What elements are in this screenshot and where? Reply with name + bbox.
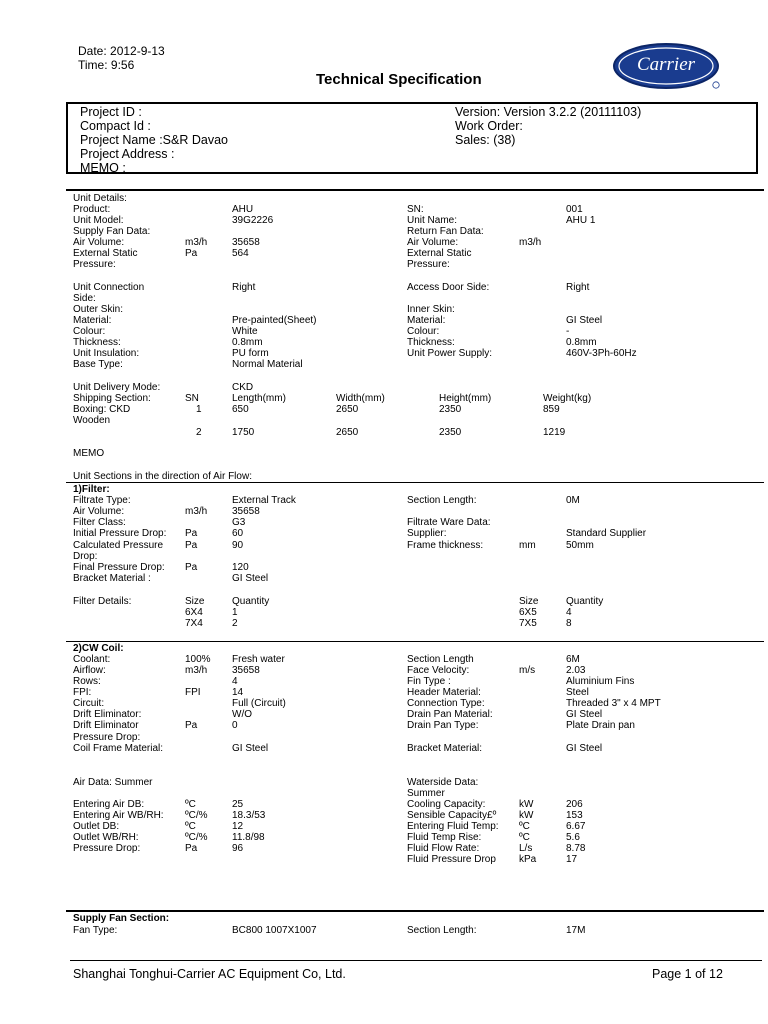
spec-cell: Fan Type: xyxy=(73,925,118,936)
spec-cell: 2650 xyxy=(336,427,359,438)
spec-cell: Coil Frame Material: xyxy=(73,743,164,754)
spec-cell: 39G2226 xyxy=(232,215,274,226)
spec-cell: Unit Connection xyxy=(73,282,145,293)
spec-cell: G3 xyxy=(232,517,246,528)
spec-cell: 650 xyxy=(232,404,249,415)
spec-cell: Unit Power Supply: xyxy=(407,348,493,359)
spec-cell: FPI xyxy=(185,687,201,698)
version: Version: Version 3.2.2 (20111103) xyxy=(455,105,642,119)
project-info-box xyxy=(66,102,758,174)
spec-cell: Material: xyxy=(407,315,446,326)
spec-cell: W/O xyxy=(232,709,252,720)
spec-cell: 2 xyxy=(196,427,202,438)
spec-cell: Supply Fan Data: xyxy=(73,226,151,237)
work-order: Work Order: xyxy=(455,119,523,133)
spec-cell: Air Volume: xyxy=(73,237,125,248)
spec-cell: Outlet DB: xyxy=(73,821,120,832)
spec-cell: 5.6 xyxy=(566,832,580,843)
project-name: Project Name :S&R Davao xyxy=(80,133,228,147)
spec-cell: Cooling Capacity: xyxy=(407,799,486,810)
spec-cell: 100% xyxy=(185,654,211,665)
spec-cell: Base Type: xyxy=(73,359,123,370)
spec-cell: 18.3/53 xyxy=(232,810,266,821)
divider-footer xyxy=(70,960,762,961)
spec-cell: 1 xyxy=(196,404,202,415)
spec-cell: Connection Type: xyxy=(407,698,485,709)
spec-cell: 1219 xyxy=(543,427,566,438)
spec-cell: 1750 xyxy=(232,427,255,438)
spec-cell: Pa xyxy=(185,720,198,731)
spec-cell: AHU xyxy=(232,204,254,215)
footer-page-number: Page 1 of 12 xyxy=(652,967,723,981)
spec-cell: Plate Drain pan xyxy=(566,720,635,731)
spec-cell: External Track xyxy=(232,495,296,506)
spec-cell: PU form xyxy=(232,348,269,359)
spec-cell: kPa xyxy=(519,854,537,865)
spec-cell: Filter Details: xyxy=(73,596,132,607)
spec-cell: Quantity xyxy=(232,596,270,607)
spec-cell: Fluid Pressure Drop xyxy=(407,854,496,865)
spec-cell: Inner Skin: xyxy=(407,304,455,315)
spec-cell: ºC xyxy=(185,821,196,832)
spec-cell: Pre-painted(Sheet) xyxy=(232,315,317,326)
spec-cell: Section Length: xyxy=(407,495,477,506)
spec-cell: 60 xyxy=(232,528,244,539)
spec-cell: Circuit: xyxy=(73,698,105,709)
spec-cell: Waterside Data: xyxy=(407,777,479,788)
spec-cell: 14 xyxy=(232,687,244,698)
spec-cell: Thickness: xyxy=(73,337,121,348)
spec-cell: Drain Pan Material: xyxy=(407,709,493,720)
spec-cell: Thickness: xyxy=(407,337,455,348)
spec-cell: 0.8mm xyxy=(566,337,597,348)
spec-cell: kW xyxy=(519,799,534,810)
spec-cell: SN xyxy=(185,393,199,404)
section-title: 1)Filter: xyxy=(73,484,110,495)
divider-unit-details xyxy=(66,189,764,191)
spec-cell: Width(mm) xyxy=(336,393,385,404)
spec-cell: Pressure: xyxy=(407,259,450,270)
spec-cell: ºC/% xyxy=(185,832,208,843)
spec-cell: Bracket Material : xyxy=(73,573,151,584)
spec-cell: Drift Eliminator: xyxy=(73,709,142,720)
spec-cell: Weight(kg) xyxy=(543,393,592,404)
spec-cell: 460V-3Ph-60Hz xyxy=(566,348,637,359)
divider-filter xyxy=(66,482,764,483)
spec-cell: GI Steel xyxy=(566,709,603,720)
spec-cell: Pa xyxy=(185,248,198,259)
spec-cell: Unit Delivery Mode: xyxy=(73,382,161,393)
spec-cell: Section Length: xyxy=(407,925,477,936)
spec-cell: Pa xyxy=(185,843,198,854)
spec-cell: 153 xyxy=(566,810,583,821)
spec-cell: AHU 1 xyxy=(566,215,596,226)
spec-cell: Face Velocity: xyxy=(407,665,470,676)
section-title: Supply Fan Section: xyxy=(73,913,170,924)
spec-cell: Right xyxy=(566,282,590,293)
spec-cell: 6X5 xyxy=(519,607,537,618)
spec-cell: Product: xyxy=(73,204,111,215)
spec-cell: 120 xyxy=(232,562,249,573)
spec-cell: Shipping Section: xyxy=(73,393,151,404)
spec-cell: 2350 xyxy=(439,427,462,438)
spec-cell: 35658 xyxy=(232,506,260,517)
spec-cell: Pressure Drop: xyxy=(73,732,141,743)
project-address: Project Address : xyxy=(80,147,175,161)
spec-cell: Side: xyxy=(73,293,96,304)
spec-cell: MEMO xyxy=(73,448,105,459)
spec-cell: 206 xyxy=(566,799,583,810)
spec-cell: Airflow: xyxy=(73,665,106,676)
spec-cell: 7X5 xyxy=(519,618,537,629)
spec-cell: 0.8mm xyxy=(232,337,263,348)
spec-cell: Summer xyxy=(407,788,445,799)
spec-cell: Sensible Capacity£º xyxy=(407,810,497,821)
spec-cell: Coolant: xyxy=(73,654,111,665)
spec-cell: 4 xyxy=(566,607,572,618)
spec-cell: Full (Circuit) xyxy=(232,698,286,709)
spec-cell: Air Volume: xyxy=(73,506,125,517)
spec-cell: Unit Insulation: xyxy=(73,348,140,359)
spec-cell: Calculated Pressure xyxy=(73,540,164,551)
spec-cell: Supplier: xyxy=(407,528,447,539)
spec-cell: Bracket Material: xyxy=(407,743,483,754)
spec-cell: Initial Pressure Drop: xyxy=(73,528,167,539)
spec-cell: 7X4 xyxy=(185,618,203,629)
spec-cell: kW xyxy=(519,810,534,821)
print-time: Time: 9:56 xyxy=(78,58,135,72)
spec-cell: 17M xyxy=(566,925,586,936)
spec-cell: 17 xyxy=(566,854,578,865)
project-id: Project ID : xyxy=(80,105,142,119)
spec-cell: Air Data: Summer xyxy=(73,777,153,788)
spec-cell: Drain Pan Type: xyxy=(407,720,479,731)
sales: Sales: (38) xyxy=(455,133,516,147)
spec-cell: 96 xyxy=(232,843,244,854)
spec-cell: Colour: xyxy=(73,326,106,337)
page-title: Technical Specification xyxy=(316,71,482,88)
spec-cell: Fin Type : xyxy=(407,676,451,687)
spec-cell: Air Volume: xyxy=(407,237,459,248)
footer-company: Shanghai Tonghui-Carrier AC Equipment Co, Ltd. xyxy=(73,967,346,981)
spec-cell: L/s xyxy=(519,843,533,854)
carrier-logo-text: Carrier xyxy=(636,54,696,75)
spec-cell: GI Steel xyxy=(232,573,269,584)
spec-cell: Filter Class: xyxy=(73,517,126,528)
spec-cell: Steel xyxy=(566,687,589,698)
spec-cell: 2350 xyxy=(439,404,462,415)
spec-cell: Material: xyxy=(73,315,112,326)
spec-cell: 2650 xyxy=(336,404,359,415)
spec-cell: Size xyxy=(519,596,539,607)
spec-cell: Pa xyxy=(185,540,198,551)
spec-cell: Pressure: xyxy=(73,259,116,270)
spec-cell: 1 xyxy=(232,607,238,618)
spec-cell: Unit Model: xyxy=(73,215,124,226)
spec-cell: Outer Skin: xyxy=(73,304,124,315)
spec-cell: 50mm xyxy=(566,540,594,551)
spec-cell: Pressure Drop: xyxy=(73,843,141,854)
project-memo: MEMO : xyxy=(80,161,126,175)
spec-cell: 8 xyxy=(566,618,572,629)
spec-cell: Frame thickness: xyxy=(407,540,484,551)
spec-cell: Pa xyxy=(185,528,198,539)
spec-cell: 11.8/98 xyxy=(232,832,265,843)
spec-cell: Length(mm) xyxy=(232,393,286,404)
spec-cell: Drift Eliminator xyxy=(73,720,139,731)
spec-cell: 90 xyxy=(232,540,244,551)
compact-id: Compact Id : xyxy=(80,119,151,133)
spec-cell: CKD xyxy=(232,382,254,393)
spec-cell: Size xyxy=(185,596,205,607)
spec-cell: Entering Fluid Temp: xyxy=(407,821,499,832)
spec-cell: Unit Sections in the direction of Air Flow: xyxy=(73,471,252,482)
spec-cell: 859 xyxy=(543,404,560,415)
spec-cell: mm xyxy=(519,540,536,551)
spec-cell: Quantity xyxy=(566,596,604,607)
spec-cell: Colour: xyxy=(407,326,440,337)
spec-cell: Boxing: CKD xyxy=(73,404,131,415)
spec-cell: ºC xyxy=(185,799,196,810)
spec-cell: Normal Material xyxy=(232,359,303,370)
spec-cell: 12 xyxy=(232,821,244,832)
spec-cell: ºC/% xyxy=(185,810,208,821)
spec-cell: Aluminium Fins xyxy=(566,676,635,687)
spec-cell: Rows: xyxy=(73,676,101,687)
spec-cell: Filtrate Type: xyxy=(73,495,131,506)
spec-cell: 35658 xyxy=(232,665,260,676)
spec-cell: m/s xyxy=(519,665,536,676)
spec-cell: Fluid Temp Rise: xyxy=(407,832,482,843)
spec-cell: Return Fan Data: xyxy=(407,226,484,237)
spec-cell: 2.03 xyxy=(566,665,586,676)
spec-cell: Outlet WB/RH: xyxy=(73,832,139,843)
spec-cell: Standard Supplier xyxy=(566,528,647,539)
spec-cell: Threaded 3" x 4 MPT xyxy=(566,698,661,709)
spec-cell: 0 xyxy=(232,720,238,731)
spec-cell: Wooden xyxy=(73,415,111,426)
spec-cell: Section Length xyxy=(407,654,474,665)
spec-cell: External Static xyxy=(73,248,138,259)
spec-cell: 2 xyxy=(232,618,238,629)
spec-cell: Right xyxy=(232,282,256,293)
spec-cell: m3/h xyxy=(185,665,208,676)
spec-cell: 8.78 xyxy=(566,843,586,854)
spec-cell: Entering Air DB: xyxy=(73,799,145,810)
spec-cell: 6M xyxy=(566,654,580,665)
spec-cell: Entering Air WB/RH: xyxy=(73,810,164,821)
spec-cell: Final Pressure Drop: xyxy=(73,562,165,573)
spec-cell: White xyxy=(232,326,258,337)
spec-cell: 4 xyxy=(232,676,238,687)
spec-cell: ºC xyxy=(519,821,530,832)
spec-cell: Header Material: xyxy=(407,687,481,698)
divider-supply-fan xyxy=(66,910,764,912)
spec-cell: 35658 xyxy=(232,237,260,248)
spec-cell: 0M xyxy=(566,495,580,506)
spec-cell: GI Steel xyxy=(566,743,603,754)
spec-cell: GI Steel xyxy=(566,315,603,326)
spec-cell: 6.67 xyxy=(566,821,586,832)
spec-cell: 001 xyxy=(566,204,583,215)
spec-cell: m3/h xyxy=(185,506,208,517)
spec-cell: FPI: xyxy=(73,687,92,698)
print-date: Date: 2012-9-13 xyxy=(78,44,165,58)
spec-cell: m3/h xyxy=(519,237,542,248)
spec-cell: Access Door Side: xyxy=(407,282,490,293)
divider-cw-coil xyxy=(66,641,764,642)
spec-cell: ºC xyxy=(519,832,530,843)
section-title: 2)CW Coil: xyxy=(73,643,124,654)
spec-cell: m3/h xyxy=(185,237,208,248)
spec-cell: GI Steel xyxy=(232,743,269,754)
spec-cell: Fresh water xyxy=(232,654,285,665)
spec-cell: 564 xyxy=(232,248,249,259)
spec-cell: 25 xyxy=(232,799,244,810)
spec-cell: Drop: xyxy=(73,551,98,562)
spec-cell: Unit Details: xyxy=(73,193,127,204)
spec-cell: External Static xyxy=(407,248,472,259)
spec-cell: Fluid Flow Rate: xyxy=(407,843,480,854)
spec-cell: - xyxy=(566,326,570,337)
spec-cell: 6X4 xyxy=(185,607,203,618)
spec-cell: Height(mm) xyxy=(439,393,492,404)
spec-cell: SN: xyxy=(407,204,424,215)
spec-cell: Unit Name: xyxy=(407,215,458,226)
carrier-logo xyxy=(612,41,722,91)
spec-cell: Filtrate Ware Data: xyxy=(407,517,491,528)
spec-cell: BC800 1007X1007 xyxy=(232,925,317,936)
spec-cell: Pa xyxy=(185,562,198,573)
